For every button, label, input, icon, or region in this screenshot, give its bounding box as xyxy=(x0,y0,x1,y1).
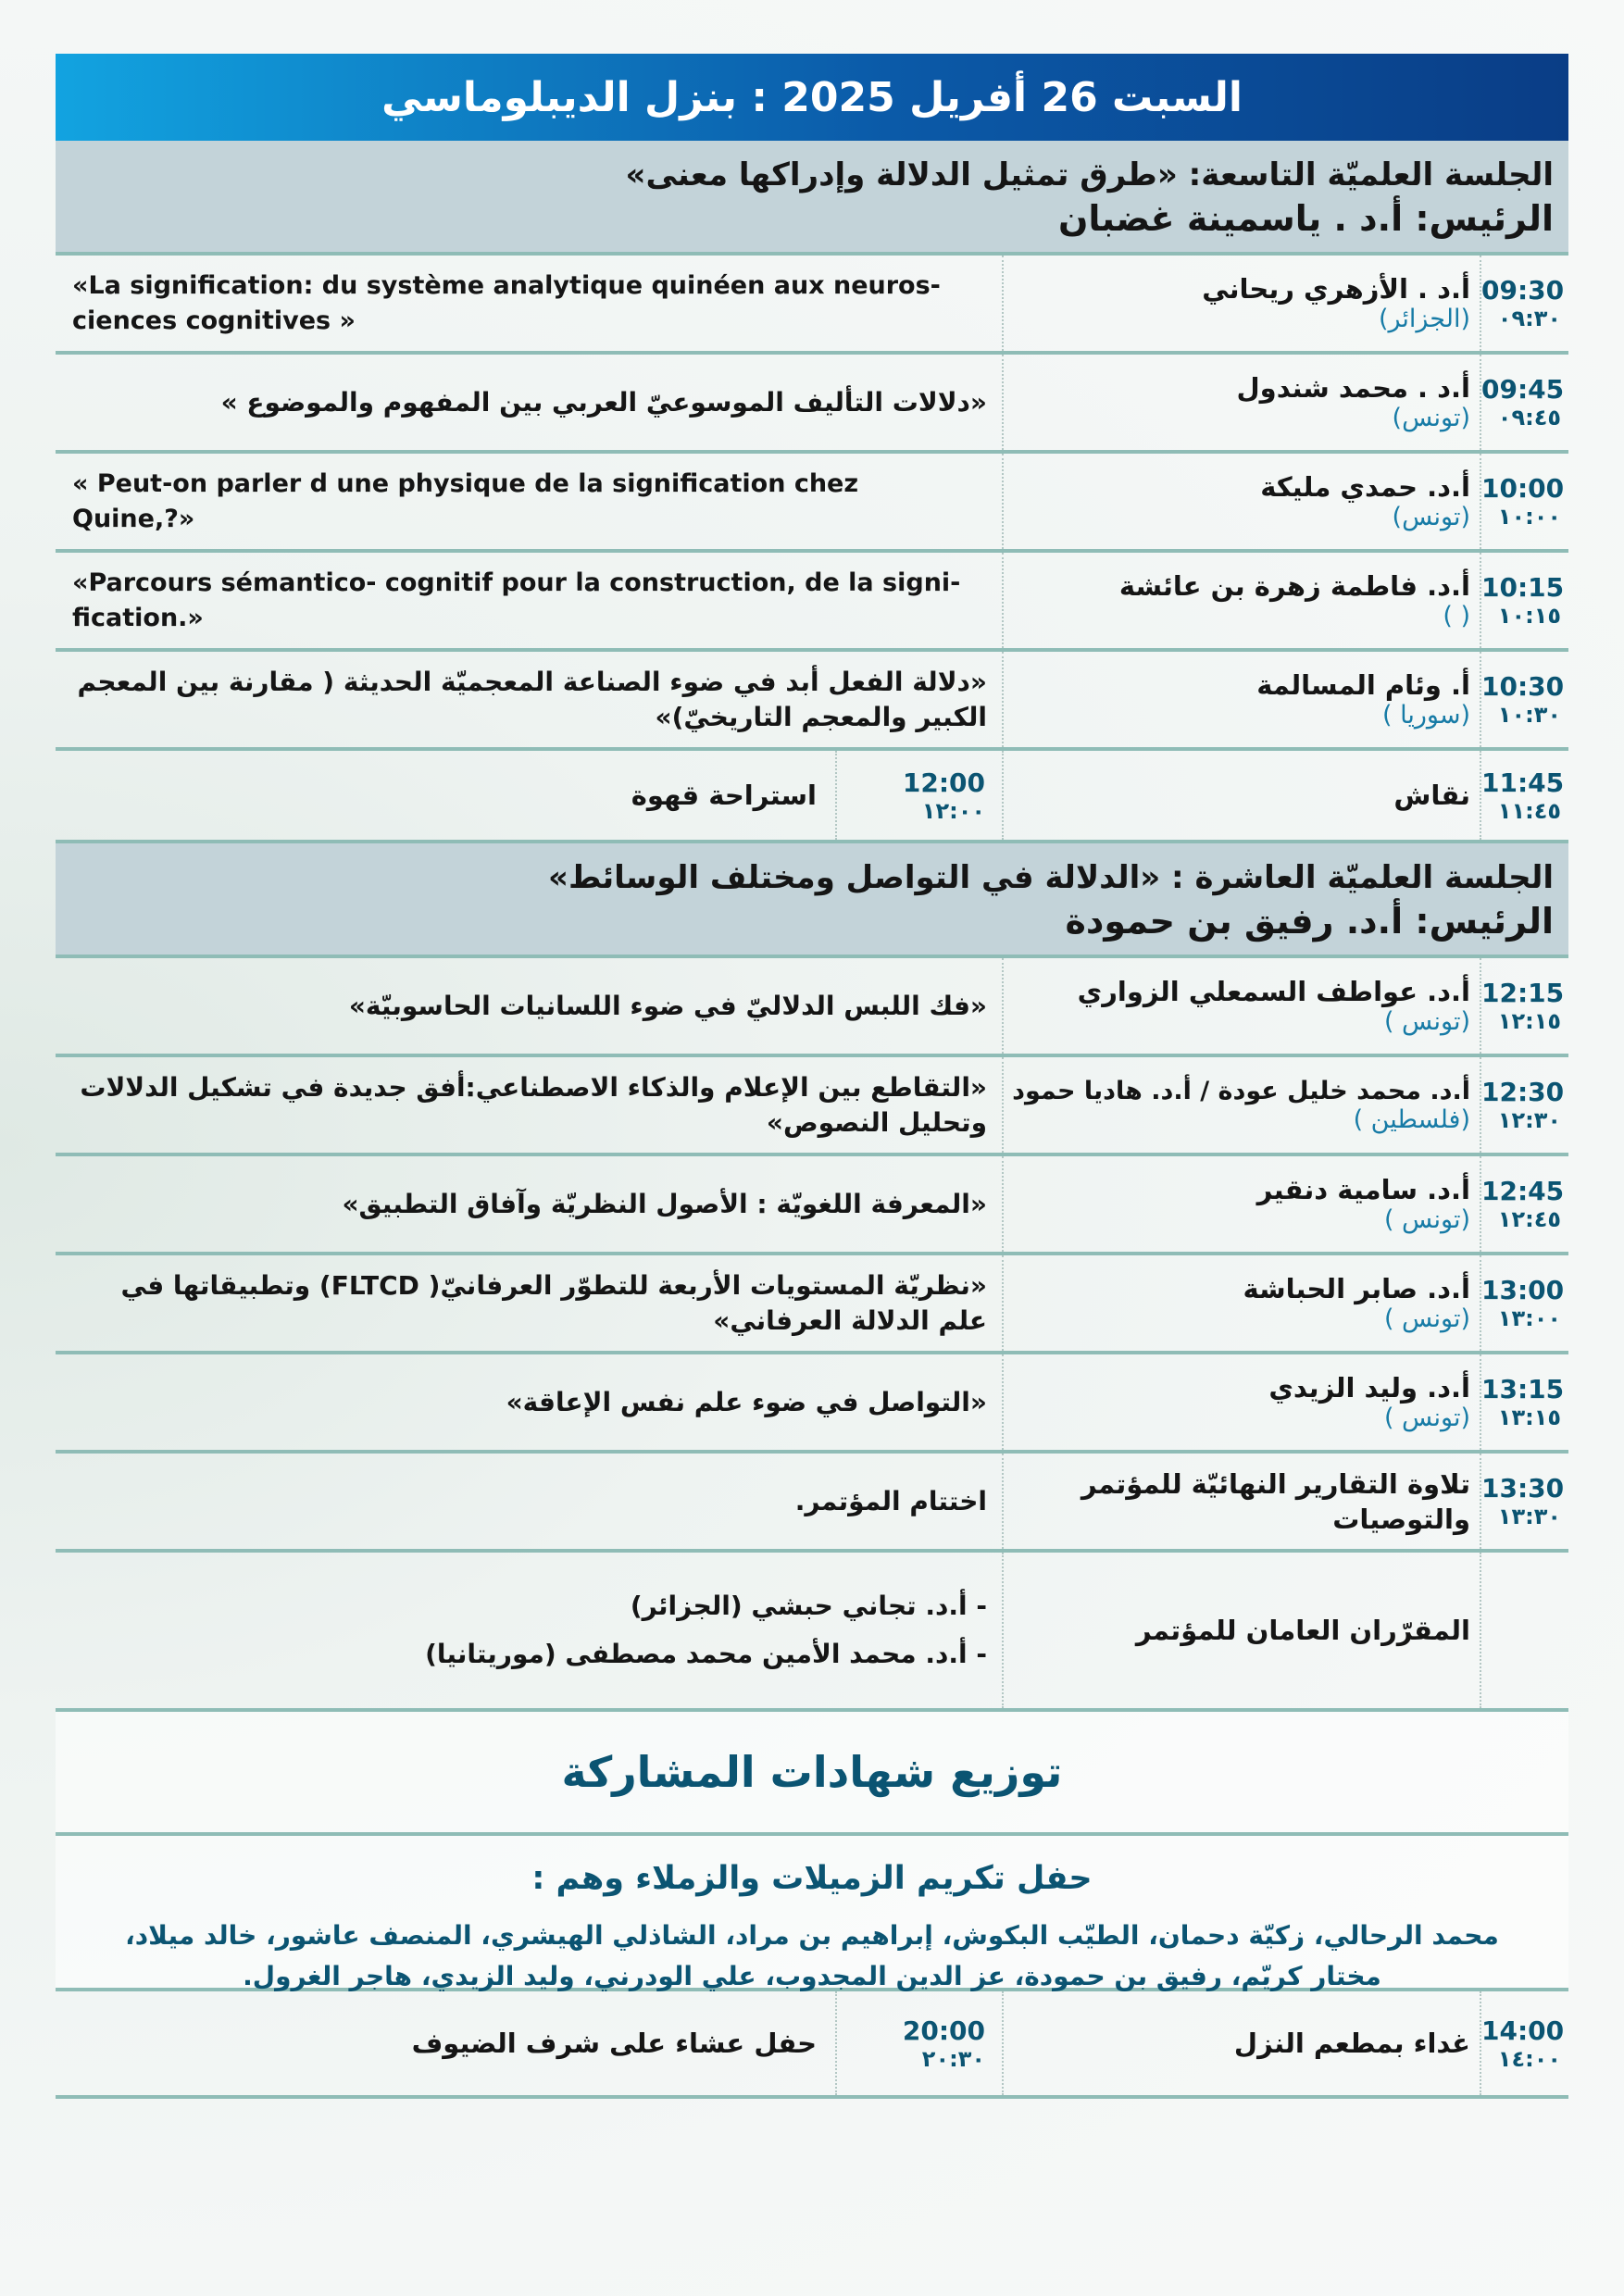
talk-title: « Peut-on parler d une physique de la signification chez Quine,?» xyxy=(72,468,859,533)
time-cell xyxy=(1480,1057,1568,1153)
speaker-name: أ. وئام المسالمة xyxy=(1256,669,1470,701)
closing-cell xyxy=(56,1454,1002,1549)
session-10-row xyxy=(56,1057,1568,1156)
speaker-name: أ.د . الأزهري ريحاني xyxy=(1202,273,1470,305)
time-cell xyxy=(1480,553,1568,648)
honor-title: حفل تكريم الزميلات والزملاء وهم : xyxy=(531,1860,1093,1897)
time-cell xyxy=(1480,1991,1568,2095)
talk-cell xyxy=(56,652,1002,747)
break-time-cell xyxy=(835,751,1002,840)
session-9-row xyxy=(56,553,1568,652)
reports-cell xyxy=(1002,1454,1480,1549)
session-10-row xyxy=(56,958,1568,1057)
discussion-label: نقاش xyxy=(1393,780,1470,811)
speaker-country: (تونس ) xyxy=(1383,1205,1470,1234)
rapporteur-item: - أ.د. تجاني حبشي (الجزائر) xyxy=(630,1591,987,1621)
speaker-cell xyxy=(1002,454,1480,549)
day-title-bar xyxy=(56,54,1568,141)
session-9-row xyxy=(56,652,1568,751)
empty-time-cell xyxy=(1480,1553,1568,1708)
time-arabic: ١١:٤٥ xyxy=(1497,797,1561,824)
speaker-cell xyxy=(1002,1057,1480,1153)
speaker-name: أ.د. عواطف السمعلي الزواري xyxy=(1077,976,1470,1007)
talk-title: «Parcours sémantico- cognitif pour la construction, de la signi-fication.» xyxy=(72,568,961,632)
time-latin: 10:15 xyxy=(1481,572,1565,603)
day-title: السبت 26 أفريل 2025 : بنزل الديبلوماسي xyxy=(381,73,1243,121)
speaker-cell xyxy=(1002,553,1480,648)
discussion-break-row xyxy=(56,751,1568,843)
closing-label: اختتام المؤتمر. xyxy=(794,1485,987,1516)
time-latin: 14:00 xyxy=(1481,2015,1565,2046)
time-latin: 13:30 xyxy=(1481,1473,1565,1504)
talk-cell xyxy=(56,355,1002,450)
time-arabic: ٠٩:٣٠ xyxy=(1497,306,1561,331)
speaker-country: (الجزائر) xyxy=(1378,305,1470,333)
speaker-cell xyxy=(1002,958,1480,1054)
time-latin: 20:00 xyxy=(902,2015,985,2046)
speaker-country: (تونس ) xyxy=(1383,1007,1470,1036)
talk-title: «دلالة الفعل أبد في ضوء الصناعة المعجميّة الحديثة ( مقارنة بين المعجم الكبير والمعجم التاريخيّ)» xyxy=(77,666,987,732)
speaker-cell xyxy=(1002,256,1480,351)
honorees-line: مختار كريّم، رفيق بن حمودة، عز الدين المجدوب، علي الودرني، وليد الزيدي، هاجر الغرول. xyxy=(243,1961,1381,1991)
time-arabic: ٠٩:٤٥ xyxy=(1497,405,1561,430)
time-arabic: ١٠:١٥ xyxy=(1497,603,1561,629)
time-arabic: ١٣:٣٠ xyxy=(1497,1504,1561,1529)
talk-title: «المعرفة اللغويّة : الأصول النظريّة وآفاق التطبيق» xyxy=(342,1188,987,1219)
honor-ceremony-block xyxy=(56,1836,1568,1991)
talk-title: «دلالات التأليف الموسوعيّ العربي بين المفهوم والموضوع » xyxy=(220,386,987,418)
session-9-chair: الرئيس: أ.د . ياسمينة غضبان xyxy=(1057,198,1554,239)
rapporteurs-row xyxy=(56,1553,1568,1712)
session-9-header xyxy=(56,141,1568,256)
certificates-title: توزيع شهادات المشاركة xyxy=(561,1747,1063,1797)
speaker-country: (تونس) xyxy=(1392,503,1470,531)
speaker-country: (سوريا ) xyxy=(1381,701,1470,730)
speaker-country: ( ) xyxy=(1443,602,1470,630)
time-cell xyxy=(1480,1454,1568,1549)
time-arabic: ١٠:٠٠ xyxy=(1497,504,1561,530)
speaker-name: أ.د. فاطمة زهرة بن عائشة xyxy=(1118,570,1470,602)
talk-cell xyxy=(56,1156,1002,1252)
talk-cell xyxy=(56,958,1002,1054)
session-10-chair: الرئيس: أ.د. رفيق بن حمودة xyxy=(1065,901,1554,942)
time-arabic: ١٢:٤٥ xyxy=(1497,1206,1561,1232)
session-10-header xyxy=(56,843,1568,958)
discussion-cell xyxy=(1002,751,1480,840)
rapporteurs-label: المقرّران العامان للمؤتمر xyxy=(1135,1615,1470,1646)
speaker-country: (فلسطين ) xyxy=(1353,1104,1470,1134)
session-9-row xyxy=(56,454,1568,553)
speaker-country: (تونس ) xyxy=(1383,1404,1470,1432)
speaker-name: أ.د . محمد شندول xyxy=(1236,372,1470,404)
session-9-title: الجلسة العلميّة التاسعة: «طرق تمثيل الدلالة وإدراكها معنى» xyxy=(625,156,1554,193)
session-10-row xyxy=(56,1354,1568,1454)
talk-cell xyxy=(56,454,1002,549)
speaker-cell xyxy=(1002,355,1480,450)
time-latin: 12:45 xyxy=(1481,1176,1565,1206)
speaker-cell xyxy=(1002,652,1480,747)
speaker-cell xyxy=(1002,1156,1480,1252)
time-arabic: ١٣:١٥ xyxy=(1497,1404,1561,1430)
certificates-banner xyxy=(56,1712,1568,1836)
talk-cell xyxy=(56,1354,1002,1450)
lunch-label: غداء بمطعم النزل xyxy=(1233,2028,1470,2059)
speaker-name: أ.د. صابر الحباشة xyxy=(1243,1273,1470,1304)
speaker-name: أ.د. وليد الزيدي xyxy=(1268,1372,1470,1404)
time-cell xyxy=(1480,454,1568,549)
time-cell xyxy=(1480,751,1568,840)
time-cell xyxy=(1480,1354,1568,1450)
time-cell xyxy=(1480,1156,1568,1252)
speaker-country: (تونس) xyxy=(1392,404,1470,432)
rapporteurs-list-cell xyxy=(56,1553,1002,1708)
speaker-country: (تونس ) xyxy=(1383,1304,1470,1333)
time-cell xyxy=(1480,958,1568,1054)
dinner-cell xyxy=(56,1991,835,2095)
talk-title: «La signification: du système analytique quinéen aux neuros-ciences cognitives » xyxy=(72,270,941,335)
final-row xyxy=(56,1991,1568,2099)
time-cell xyxy=(1480,652,1568,747)
time-latin: 10:30 xyxy=(1481,671,1565,702)
final-reports-label: تلاوة التقارير النهائيّة للمؤتمر والتوصيات xyxy=(1081,1467,1470,1535)
rapporteurs-label-cell xyxy=(1002,1553,1480,1708)
time-arabic: ١٤:٠٠ xyxy=(1497,2045,1561,2072)
time-latin: 13:00 xyxy=(1481,1275,1565,1305)
speaker-cell xyxy=(1002,1255,1480,1351)
rapporteur-item: - أ.د. محمد الأمين محمد مصطفى (موريتانيا) xyxy=(425,1639,987,1669)
honorees-line: محمد الرحالي، زكيّة دحمان، الطيّب البكوش، إبراهيم بن مراد، الشاذلي الهيشري، المنصف عاشور، خالد ميلاد، xyxy=(125,1920,1499,1951)
speaker-name: أ.د. محمد خليل عودة / أ.د. هاديا حمود xyxy=(1012,1076,1470,1105)
time-arabic: ١٠:٣٠ xyxy=(1497,702,1561,728)
talk-title: «التواصل في ضوء علم نفس الإعاقة» xyxy=(506,1386,987,1417)
time-arabic: ١٣:٠٠ xyxy=(1497,1305,1561,1331)
dinner-time-cell xyxy=(835,1991,1002,2095)
time-latin: 12:30 xyxy=(1481,1077,1565,1107)
lunch-cell xyxy=(1002,1991,1480,2095)
time-latin: 09:45 xyxy=(1481,374,1565,405)
talk-cell xyxy=(56,1057,1002,1153)
coffee-break-cell xyxy=(56,751,835,840)
speaker-name: أ.د. سامية دنقير xyxy=(1256,1174,1470,1205)
time-latin: 13:15 xyxy=(1481,1374,1565,1404)
dinner-label: حفل عشاء على شرف الضيوف xyxy=(411,2028,817,2059)
time-arabic: ١٢:١٥ xyxy=(1497,1008,1561,1034)
talk-cell xyxy=(56,1255,1002,1351)
time-arabic: ٢٠:٣٠ xyxy=(921,2045,985,2072)
time-latin: 09:30 xyxy=(1481,275,1565,306)
closing-row xyxy=(56,1454,1568,1553)
time-arabic: ١٢:٣٠ xyxy=(1497,1107,1561,1133)
coffee-break-label: استراحة قهوة xyxy=(631,780,817,811)
talk-cell xyxy=(56,256,1002,351)
session-10-row xyxy=(56,1255,1568,1354)
session-10-row xyxy=(56,1156,1568,1255)
program-page xyxy=(56,54,1568,2099)
time-latin: 10:00 xyxy=(1481,473,1565,504)
session-10-title: الجلسة العلميّة العاشرة : «الدلالة في التواصل ومختلف الوسائط» xyxy=(547,859,1554,896)
talk-cell xyxy=(56,553,1002,648)
time-cell xyxy=(1480,355,1568,450)
time-latin: 12:00 xyxy=(902,767,985,798)
speaker-cell xyxy=(1002,1354,1480,1450)
time-cell xyxy=(1480,1255,1568,1351)
time-arabic: ١٢:٠٠ xyxy=(921,797,985,824)
time-latin: 11:45 xyxy=(1481,767,1565,798)
talk-title: «نظريّة المستويات الأربعة للتطوّر العرفانيّ( FLTCD) وتطبيقاتها في علم الدلالة العرفاني» xyxy=(120,1269,987,1336)
speaker-name: أ.د. حمدي مليكة xyxy=(1260,471,1470,503)
talk-title: «فك اللبس الدلاليّ في ضوء اللسانيات الحاسوبيّة» xyxy=(348,990,987,1021)
time-latin: 12:15 xyxy=(1481,978,1565,1008)
session-9-row xyxy=(56,355,1568,454)
session-9-row xyxy=(56,256,1568,355)
time-cell xyxy=(1480,256,1568,351)
talk-title: «التقاطع بين الإعلام والذكاء الاصطناعي:أفق جديدة في تشكيل الدلالات وتحليل النصوص» xyxy=(80,1071,987,1138)
